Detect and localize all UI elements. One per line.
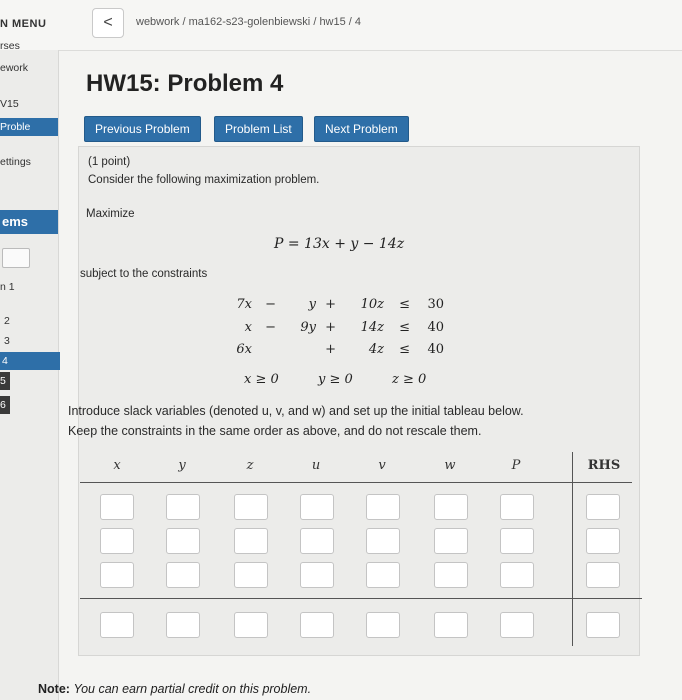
tableau-cell-r3-c1[interactable]	[100, 562, 134, 588]
tableau-cell-r2-c2[interactable]	[166, 528, 200, 554]
constraint-3-rhs: 40	[427, 342, 444, 357]
tableau-header-x: x	[113, 458, 121, 473]
tableau-cell-r1-c5[interactable]	[366, 494, 400, 520]
sidebar-problem-1[interactable]: n 1	[0, 281, 15, 293]
partial-credit-note	[38, 682, 311, 696]
constraint-2-y: 9y	[300, 320, 316, 335]
instructions-line-2: Keep the constraints in the same order as above, and do not rescale them.	[68, 424, 482, 438]
tableau-cell-r1-c6[interactable]	[434, 494, 468, 520]
breadcrumb-set[interactable]: hw15	[319, 16, 346, 28]
problem-points: (1 point)	[88, 156, 131, 168]
tableau-header-w: w	[444, 458, 456, 473]
tableau-cell-r3-c5[interactable]	[366, 562, 400, 588]
tableau-header-rule	[80, 482, 632, 483]
previous-problem-button[interactable]: Previous Problem	[84, 116, 201, 142]
tableau-objective-rule	[80, 598, 642, 599]
constraint-2-op2: +	[325, 320, 336, 335]
nonneg-y: y ≥ 0	[318, 372, 353, 387]
constraint-1-op2: +	[325, 297, 336, 312]
breadcrumb-problem: 4	[354, 16, 362, 28]
constraint-1-y: y	[308, 297, 316, 312]
constraint-2-leq: ≤	[399, 320, 410, 335]
breadcrumb: webwork / ma162-s23-golenbiewski / hw15 / 4	[136, 16, 362, 28]
sidebar	[0, 40, 59, 700]
problem-body	[78, 146, 640, 656]
sidebar-input-box[interactable]	[2, 248, 30, 268]
breadcrumb-webwork[interactable]: webwork	[136, 16, 180, 28]
tableau-header-rhs: RHS	[587, 458, 621, 473]
sidebar-item-settings[interactable]: ettings	[0, 156, 31, 168]
sidebar-problem-5[interactable]: 5	[0, 372, 10, 390]
next-problem-button[interactable]: Next Problem	[314, 116, 409, 142]
main-menu-label[interactable]: N MENU	[0, 18, 47, 30]
constraint-2-z: 14z	[360, 320, 384, 335]
tableau-cell-r1-c7[interactable]	[500, 494, 534, 520]
sidebar-problems-heading: ems	[0, 210, 58, 234]
tableau-rhs-divider	[572, 452, 573, 646]
tableau-cell-r2-c1[interactable]	[100, 528, 134, 554]
tableau-cell-r4-c6[interactable]	[434, 612, 468, 638]
tableau-cell-r4-c8[interactable]	[586, 612, 620, 638]
constraint-3-op2: +	[325, 342, 336, 357]
tableau-cell-r1-c3[interactable]	[234, 494, 268, 520]
tableau-header-y: y	[178, 458, 186, 473]
tableau-cell-r3-c8[interactable]	[586, 562, 620, 588]
sidebar-problem-4[interactable]: 4	[0, 352, 60, 370]
top-bar	[0, 0, 682, 51]
problem-list-button[interactable]: Problem List	[214, 116, 303, 142]
tableau-cell-r1-c8[interactable]	[586, 494, 620, 520]
sidebar-problem-6[interactable]: 6	[0, 396, 10, 414]
constraint-1-x: 7x	[236, 297, 252, 312]
constraint-3-x: 6x	[236, 342, 252, 357]
tableau-header-p: P	[511, 458, 521, 473]
subject-to-label: subject to the constraints	[80, 268, 208, 280]
note-label: Note:	[38, 682, 70, 696]
problem-intro: Consider the following maximization problem.	[88, 174, 320, 186]
sidebar-item-courses[interactable]: rses	[0, 40, 20, 52]
constraint-1-op1: −	[265, 297, 276, 312]
tableau-cell-r1-c4[interactable]	[300, 494, 334, 520]
tableau-cell-r4-c2[interactable]	[166, 612, 200, 638]
tableau-cell-r3-c4[interactable]	[300, 562, 334, 588]
constraint-2-op1: −	[265, 320, 276, 335]
sidebar-item-problem[interactable]: Proble	[0, 118, 58, 136]
maximize-label: Maximize	[86, 208, 135, 220]
tableau-cell-r3-c7[interactable]	[500, 562, 534, 588]
tableau-cell-r2-c4[interactable]	[300, 528, 334, 554]
tableau-cell-r4-c3[interactable]	[234, 612, 268, 638]
constraint-1-leq: ≤	[399, 297, 410, 312]
tableau-header-u: u	[311, 458, 321, 473]
constraint-1-z: 10z	[360, 297, 384, 312]
tableau-header-z: z	[246, 458, 254, 473]
constraint-3-leq: ≤	[399, 342, 410, 357]
constraint-2-x: x	[244, 320, 252, 335]
tableau-cell-r2-c3[interactable]	[234, 528, 268, 554]
tableau-cell-r2-c7[interactable]	[500, 528, 534, 554]
tableau-cell-r2-c5[interactable]	[366, 528, 400, 554]
tableau-cell-r3-c2[interactable]	[166, 562, 200, 588]
tableau-cell-r4-c5[interactable]	[366, 612, 400, 638]
sidebar-problem-3[interactable]: 3	[4, 335, 10, 347]
constraint-2-rhs: 40	[427, 320, 444, 335]
tableau-cell-r1-c2[interactable]	[166, 494, 200, 520]
tableau-cell-r2-c6[interactable]	[434, 528, 468, 554]
sidebar-item-hw15[interactable]: V15	[0, 98, 19, 110]
constraint-1-rhs: 30	[427, 297, 444, 312]
breadcrumb-course[interactable]: ma162-s23-golenbiewski	[188, 16, 311, 28]
tableau-cell-r4-c4[interactable]	[300, 612, 334, 638]
note-text: You can earn partial credit on this problem.	[73, 682, 312, 696]
tableau-cell-r4-c7[interactable]	[500, 612, 534, 638]
tableau-header-v: v	[378, 458, 386, 473]
objective-function: P = 13x + y − 14z	[274, 236, 405, 252]
sidebar-problem-2[interactable]: 2	[4, 315, 10, 327]
tableau-cell-r2-c8[interactable]	[586, 528, 620, 554]
tableau-cell-r1-c1[interactable]	[100, 494, 134, 520]
constraint-3-z: 4z	[368, 342, 384, 357]
back-button[interactable]: <	[92, 8, 124, 38]
tableau-cell-r4-c1[interactable]	[100, 612, 134, 638]
nonneg-x: x ≥ 0	[244, 372, 279, 387]
nonneg-z: z ≥ 0	[392, 372, 427, 387]
tableau-cell-r3-c3[interactable]	[234, 562, 268, 588]
instructions-line-1: Introduce slack variables (denoted u, v, and w) and set up the initial tableau below.	[68, 404, 524, 418]
page-title: HW15: Problem 4	[86, 70, 284, 97]
sidebar-item-homework[interactable]: ework	[0, 62, 29, 74]
tableau-cell-r3-c6[interactable]	[434, 562, 468, 588]
